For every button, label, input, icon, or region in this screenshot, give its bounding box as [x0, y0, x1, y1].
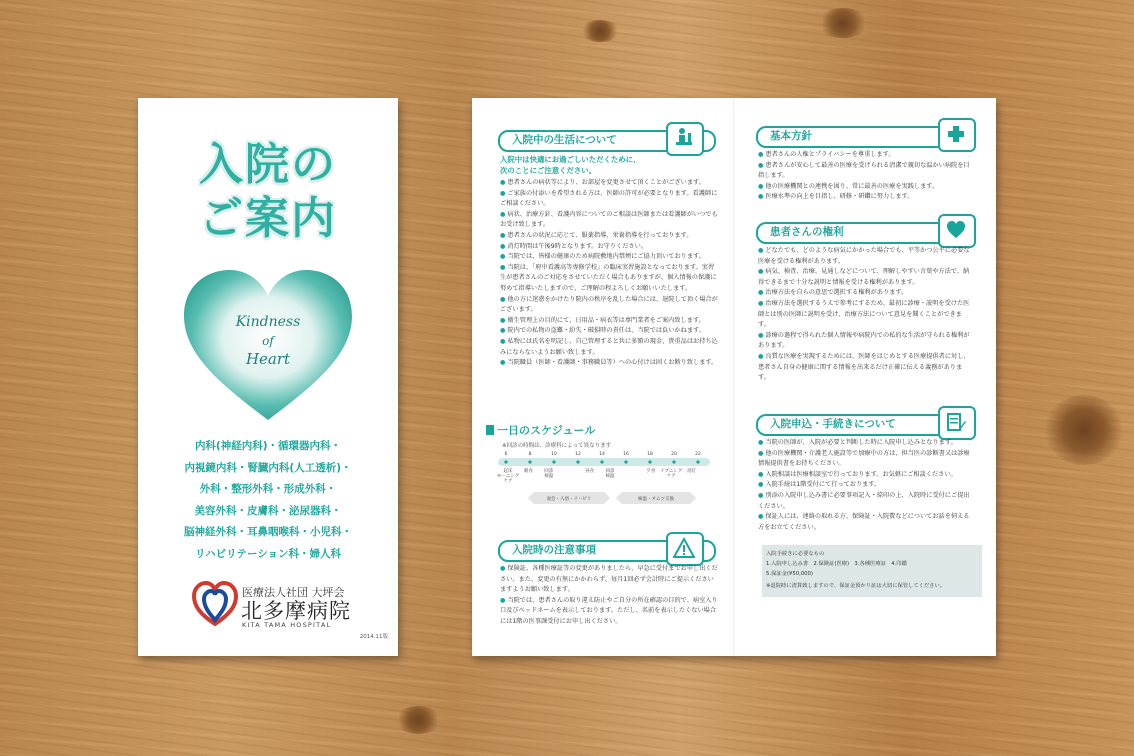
- list-item: ● 別添の入院申し込み書に必要事項記入・捺印の上、入院時に受付にご提出ください。: [758, 491, 972, 512]
- activity-band-label: 検温・オムツ交換: [638, 497, 674, 502]
- list-item: ● 当院職員（医師・看護師・事務職員等）への心付けは固くお断り致します。: [500, 358, 718, 369]
- list-item: ● どなたでも、どのような病気にかかった場合でも、平等かつ公平に必要な医療を受ける権利があります。: [758, 246, 972, 267]
- list-item: ● 院内での私物の盗難・紛失・破損時の責任は、当院では負いかねます。: [500, 326, 718, 337]
- required-line: 1.入院申し込み書 2.保険証(医療) 3.各種医療証 4.印鑑: [766, 561, 907, 567]
- department-line: リハビリテーション科・婦人科: [194, 547, 342, 560]
- list-item: ● ご家族の付添いを希望される方は、医師の許可が必要となります。看護師にご相談ください。: [500, 189, 718, 210]
- list-item: ● 診療の過程で得られた個人情報や病院内での私的な生活が守られる権利があります。: [758, 331, 972, 352]
- list-item: ● 他の医療機関との連携を図り、常に最善の医療を実践します。: [758, 182, 972, 193]
- list-item: ● 保証人には、連絡の取れる方、保険証・入院費などについてお話を伺える方をお立てください。: [758, 512, 972, 533]
- schedule-event-label: 回診検温: [605, 469, 615, 479]
- hour-tick-label: 20: [671, 452, 677, 457]
- schedule-event-label: 夕食: [646, 469, 656, 474]
- department-list: [138, 436, 398, 565]
- list-item: ● 入院相談は医療相談室で行っております。お気軽にご相談ください。: [758, 470, 972, 481]
- caution-list: [500, 564, 718, 628]
- department-line: 脳神経外科・耳鼻咽喉科・小児科・: [184, 526, 352, 538]
- list-item: ● 病気、検査、治療、見通しなどについて、理解しやすい言葉や方法で、納得できるまで十分な説明と情報を受ける権利があります。: [758, 267, 972, 288]
- required-items-box: [762, 545, 982, 597]
- heart-small-icon: [938, 214, 976, 248]
- patient-bed-icon: [666, 122, 704, 156]
- wood-knot: [395, 706, 441, 734]
- cover-title-line2: ご案内: [199, 193, 337, 244]
- life-lead-line: 入院中は快適にお過ごしいただくために、: [500, 155, 641, 164]
- hour-tick-label: 16: [623, 452, 629, 457]
- list-item: ● 患者さんの人権とプライバシーを尊重します。: [758, 150, 972, 161]
- department-line: 外科・整形外科・形成外科・: [199, 483, 337, 495]
- life-lead: [500, 154, 640, 176]
- wood-knot: [818, 8, 868, 38]
- section-title: 基本方針: [770, 130, 812, 142]
- hour-marker: [672, 460, 675, 463]
- list-item: ● 患者さんの状況に応じて、服薬指導、栄養指導を行っております。: [500, 231, 718, 242]
- wood-knot: [1045, 395, 1123, 465]
- schedule-event-label: イブニングケア: [660, 469, 683, 479]
- hour-marker: [528, 460, 531, 463]
- schedule-event-label: 朝食: [523, 469, 533, 474]
- schedule-event-label: 回診検温: [544, 469, 554, 479]
- required-title: 入院手続きに必要なもの: [766, 551, 825, 557]
- department-line: 内科(神経内科)・循環器内科・: [194, 440, 342, 452]
- document-pen-icon: [938, 406, 976, 440]
- required-note: ※退院時に清算致しますので、保証金預かり証は大切に保管してください。: [766, 583, 946, 589]
- section-header-caution: [498, 538, 716, 560]
- hour-tick-label: 10: [551, 452, 557, 457]
- list-item: ● 当院では、皆様の健康のため病院敷地内禁煙にご協力頂いております。: [500, 252, 718, 263]
- hour-tick-label: 22: [695, 452, 701, 457]
- hospital-org: 医療法人社団 大坪会: [242, 586, 345, 599]
- hour-marker: [576, 460, 579, 463]
- hour-marker: [624, 460, 627, 463]
- life-rules-list: [500, 178, 718, 369]
- hospital-name: 北多摩病院: [241, 599, 351, 623]
- list-item: ● 患者さんが安心して最善の医療を受けられる清潔で親切な温かい病院を目指します。: [758, 161, 972, 182]
- schedule-note: ※回診の時間は、診療科によって異なります: [502, 443, 612, 449]
- page-fold: [733, 98, 735, 656]
- section-title: 入院時の注意事項: [512, 544, 596, 556]
- schedule-timeline: [494, 450, 714, 514]
- section-header-rights: [756, 220, 970, 242]
- list-item: ● 他の方に迷惑をかけたり院内の秩序を乱した場合には、退院して頂く場合がございます。: [500, 295, 718, 316]
- list-item: ● 当院では、患者さんの取り違え防止やご自分の所在確認の目的で、病室入り口及びベッドネームを表示しております。ただし、名前を表示したくない場合には1階の医事課受付にお申し出ください。: [500, 596, 718, 628]
- heart-text-line3: Heart: [245, 350, 291, 368]
- department-line: 美容外科・皮膚科・泌尿器科・: [194, 504, 342, 517]
- list-item: ● 衛生管理上の目的にて、日用品・病衣等は専門業者をご案内致します。: [500, 316, 718, 327]
- hour-marker: [552, 460, 555, 463]
- hospital-name-en: KITA TAMA HOSPITAL: [242, 621, 332, 629]
- list-item: ● 当院の医師が、入院が必要と判断した時に入院申し込みとなります。: [758, 438, 972, 449]
- list-item: ● 入院手続は1階受付にて行っております。: [758, 480, 972, 491]
- list-item: ● 私物には氏名を明記し、自己管理すると共に多額の現金、貴重品はお持ち込みにならないようお願い致します。: [500, 337, 718, 358]
- hour-tick-label: 18: [647, 452, 653, 457]
- hour-marker: [648, 460, 651, 463]
- life-lead-line: 次のことにご注意ください。: [500, 166, 597, 175]
- edition-label: 2014.11版: [359, 634, 388, 640]
- heart-illustration: [180, 266, 356, 426]
- policy-list: [758, 150, 972, 203]
- list-item: ● 良質な医療を実現するためには、医師をはじめとする医療提供者に対し、患者さん自身の健康に関する情報を出来るだけ正確に伝える義務があります。: [758, 352, 972, 384]
- list-item: ● 治療方法を自らの意思で選択する権利があります。: [758, 288, 972, 299]
- hour-tick-label: 14: [599, 452, 605, 457]
- list-item: ● 当院は、「府中看護高等専修学校」の臨床実習施設となっております。実習生が患者さんのご対応をさせていただく場合もありますが、個人情報の保護に努めて指導いたしますので、ご理解の程よろしくお願いいたします。: [500, 263, 718, 295]
- admission-list: [758, 438, 972, 533]
- department-line: 内視鏡内科・腎臓内科(人工透析)・: [184, 461, 352, 474]
- required-line: 5.保証金(¥50,000): [766, 571, 813, 577]
- list-item: ● 消灯時間は午後9時となります。お守りください。: [500, 242, 718, 253]
- hour-marker: [504, 460, 507, 463]
- list-item: ● 保険証、各種医療証等の変更がありましたら、早急に受付までお申し出ください。また、変更の有無にかかわらず、毎月1回必ず会計時にご提示くださいますようお願い致します。: [500, 564, 718, 596]
- schedule-event-label: 昼食: [585, 469, 595, 474]
- activity-band-label: 面会・入浴・リハビリ: [546, 497, 592, 502]
- wood-knot: [580, 20, 620, 42]
- section-title: 入院中の生活について: [512, 134, 617, 146]
- brochure-inner-spread: [472, 98, 996, 656]
- brochure-cover: [138, 98, 398, 656]
- list-item: ● 医療水準の向上を目指し、研修・研鑽に努力します。: [758, 192, 972, 203]
- medical-cross-icon: [938, 118, 976, 152]
- heart-text-line2: of: [262, 334, 274, 348]
- hour-marker: [600, 460, 603, 463]
- section-title: 入院申込・手続きについて: [770, 418, 896, 430]
- list-item: ● 治療方法を選択するうえで参考にするため、最初に診療・説明を受けた医師とは別の医師に説明を受け、治療方法について意見を聞くことができます。: [758, 299, 972, 331]
- list-item: ● 患者さんの病状等により、お部屋を変更させて頂くことがございます。: [500, 178, 718, 189]
- schedule-title: 一日のスケジュール: [486, 422, 595, 438]
- rights-list: [758, 246, 972, 384]
- heart-text-line1: Kindness: [235, 314, 301, 330]
- schedule-event-label: 消灯: [687, 469, 697, 474]
- schedule-event-label: 起床モーニングケア: [496, 469, 520, 484]
- section-title: 患者さんの権利: [770, 226, 844, 238]
- hour-tick-label: 8: [528, 452, 532, 457]
- section-header-policy: [756, 124, 970, 146]
- hospital-logo-icon: [190, 580, 240, 628]
- cover-title-line1: 入院の: [199, 139, 337, 190]
- list-item: ● 他の医療機関・介護老人施設等で加療中の方は、担当医の診断書又は診療情報提供書をお持ちください。: [758, 449, 972, 470]
- section-header-life: [498, 128, 716, 150]
- section-header-admission: [756, 412, 970, 434]
- list-item: ● 病状、治療方針、看護内容についてのご相談は医師または看護師がいつでもお受け致します。: [500, 210, 718, 231]
- hour-tick-label: 12: [575, 452, 581, 457]
- warning-icon: [666, 532, 704, 566]
- hour-tick-label: 6: [504, 452, 508, 457]
- hour-marker: [696, 460, 699, 463]
